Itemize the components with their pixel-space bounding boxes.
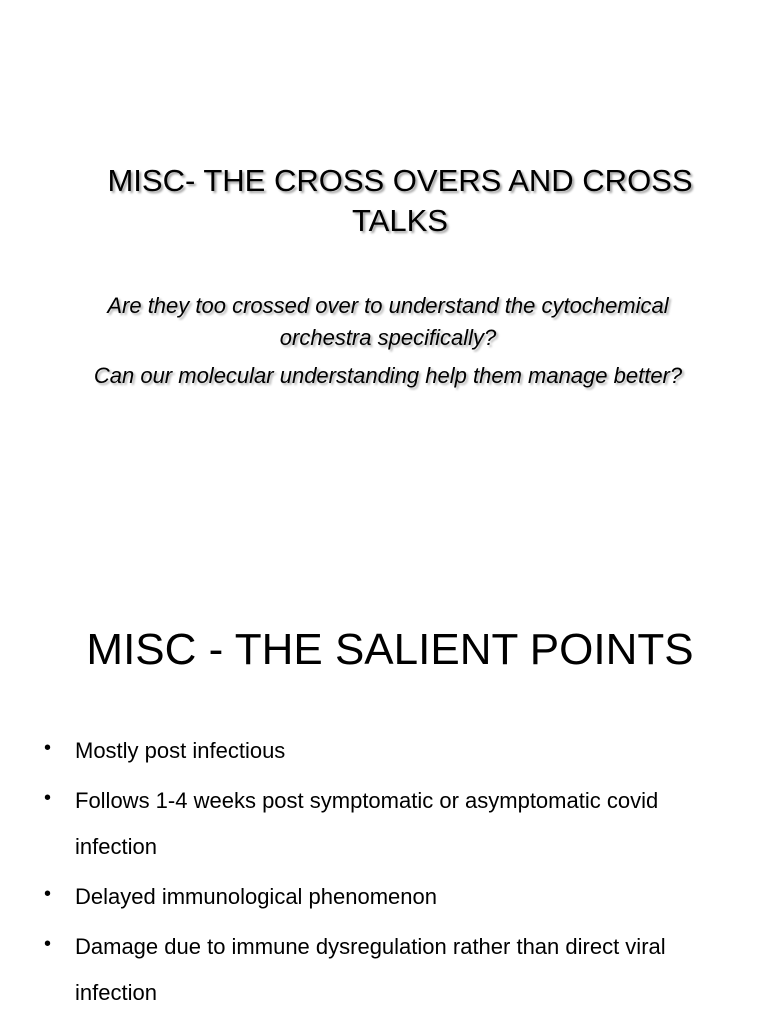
bullet-text: Mostly post infectious xyxy=(75,738,286,763)
bullet-text: Damage due to immune dysregulation rather than direct viral infection xyxy=(75,934,666,1005)
bullet-item xyxy=(44,778,744,870)
bullet-item xyxy=(44,924,744,1016)
bullet-dot-icon: • xyxy=(44,933,52,955)
bullet-item xyxy=(44,728,744,774)
slide-2-title: MISC - THE SALIENT POINTS xyxy=(86,625,694,674)
bullet-dot-icon: • xyxy=(44,883,52,905)
subtitle-line: Are they too crossed over to understand the cytochemical xyxy=(107,293,669,318)
bullet-text: Delayed immunological phenomenon xyxy=(75,884,438,909)
slide-2 xyxy=(0,560,768,1024)
bullet-dot-icon: • xyxy=(44,787,52,809)
subtitle-line: Can our molecular understanding help them manage better? xyxy=(93,363,683,388)
bullet-item xyxy=(44,874,744,920)
subtitle-line: orchestra specifically? xyxy=(279,325,497,350)
bullet-text: Follows 1-4 weeks post symptomatic or asymptomatic covid infection xyxy=(75,788,659,859)
slide-1-subtitle xyxy=(20,290,756,392)
bullet-list xyxy=(44,728,744,1020)
slide-1-title: MISC- THE CROSS OVERS AND CROSS TALKS xyxy=(107,163,693,238)
bullet-dot-icon: • xyxy=(44,737,52,759)
